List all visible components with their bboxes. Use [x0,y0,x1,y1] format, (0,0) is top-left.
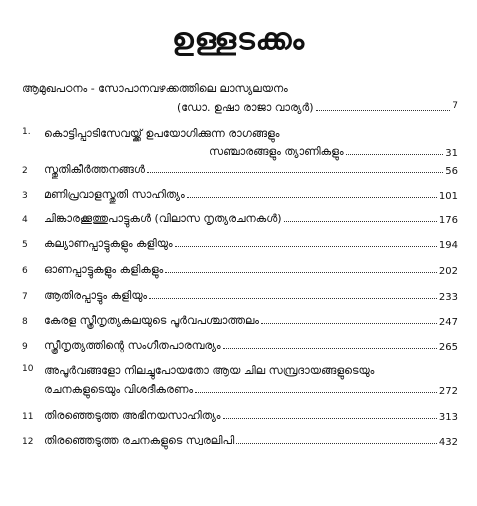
toc-entry-10[interactable] [22,364,458,378]
entry-page: 247 [438,317,458,328]
intro-page: 7 [452,101,458,111]
toc-entry-3[interactable] [22,188,458,202]
dot-leader [187,197,437,198]
dot-leader [236,443,437,444]
entry-page: 265 [438,342,458,353]
entry-number: 6 [22,266,28,276]
entry-title: തിരഞ്ഞെടുത്ത രചനകളുടെ സ്വരലിപി [44,434,235,447]
dot-leader [175,246,437,247]
entry-number: 11 [22,412,34,422]
dot-leader [316,101,451,111]
entry-page: 31 [445,148,458,159]
dot-leader [147,172,443,173]
entry-number: 2 [22,166,28,176]
toc-entry-6[interactable] [22,263,458,277]
entry-number: 4 [22,215,28,225]
dot-leader [223,418,437,419]
entry-title-line2: സഞ്ചാരങ്ങളും ത്യാണികളും [209,145,344,158]
entry-page: 233 [438,292,458,303]
toc-entry-7[interactable] [22,289,458,303]
dot-leader [261,323,437,324]
entry-number: 1. [22,127,31,137]
entry-page: 194 [438,240,458,251]
entry-title-line1: അപൂർവങ്ങളോ നിലച്ചുപോയതോ ആയ ചില സമ്പ്രദായങ്ങളുടെയും [44,364,375,377]
dot-leader [346,154,444,155]
entry-title: സ്തുതികീർത്തനങ്ങൾ [44,163,145,176]
toc-entry-9[interactable] [22,339,458,353]
entry-page: 176 [438,215,458,226]
entry-title: ആതിരപ്പാട്ടും കളിയും [44,289,148,302]
entry-title: തിരഞ്ഞെടുത്ത അഭിനയസാഹിത്യം [44,409,221,422]
toc-entry-12[interactable] [22,434,458,448]
toc-entry-1-cont[interactable] [44,145,458,159]
dot-leader [284,221,437,222]
entry-number: 9 [22,342,28,352]
entry-number: 5 [22,240,28,250]
entry-page: 101 [438,191,458,202]
entry-page: 56 [445,166,458,177]
entry-page: 313 [438,412,458,423]
entry-title: കേരള സ്ത്രീനൃത്യകലയുടെ പൂർവപശ്ചാത്തലം [44,314,260,327]
entry-number: 7 [22,292,28,302]
entry-title: കല്യാണപ്പാട്ടുകളും കളിയും [44,237,173,250]
entry-number: 10 [22,364,34,374]
entry-title: സ്ത്രീനൃത്യത്തിന്റെ സംഗീതപാരമ്പര്യം [44,339,221,352]
entry-title: ഓണപ്പാട്ടുകളും കളികളും [44,263,164,276]
entry-title-line2: രചനകളുടെയും വിശദീകരണം [44,383,194,396]
dot-leader [149,298,437,299]
entry-number: 3 [22,191,28,201]
entry-title: മണിപ്രവാളസ്തുതി സാഹിത്യം [44,188,185,201]
page-title: ഉള്ളടക്കം [171,22,306,57]
entry-page: 432 [438,437,458,448]
dot-leader [195,392,437,393]
dot-leader [165,272,437,273]
toc-entry-8[interactable] [22,314,458,328]
dot-leader [223,348,437,349]
toc-entry-1[interactable] [22,127,458,141]
toc-entry-2[interactable] [22,163,458,177]
intro-author: (ഡോ. ഉഷാ രാജാ വാര്യർ) [177,101,314,114]
toc-entry-4[interactable] [22,212,458,226]
entry-number: 12 [22,437,34,447]
toc-entry-10-cont[interactable] [44,383,458,397]
entry-page: 202 [438,266,458,277]
toc-entry-5[interactable] [22,237,458,251]
entry-title: ചിങ്കാരക്കൂത്തുപാട്ടുകൾ (വിലാസ നൃത്യരചനകൾ) [44,212,282,225]
entry-page: 272 [438,386,458,397]
intro-title: ആമുഖപഠനം - സോപാനവഴക്കത്തിലെ ലാസ്യലയനം [22,82,288,95]
intro-author-line [22,101,458,115]
entry-title-line1: കൊട്ടിപ്പാടിസേവയ്ക്ക് ഉപയോഗിക്കുന്ന രാഗങ്ങളും [44,127,280,140]
toc-entry-11[interactable] [22,409,458,423]
entry-number: 8 [22,317,28,327]
